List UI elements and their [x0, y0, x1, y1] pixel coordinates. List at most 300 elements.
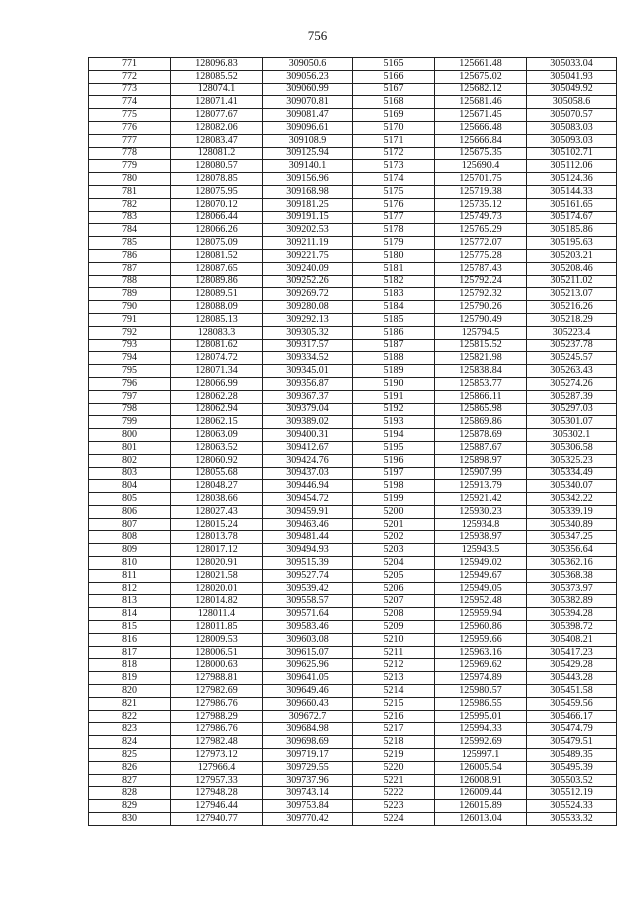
- table-row: [89, 198, 617, 211]
- x-coordinate-right: 126005.54: [435, 761, 527, 774]
- x-coordinate-left: 128011.85: [171, 621, 263, 634]
- point-number-left: 779: [89, 160, 171, 173]
- point-number-right: 5184: [353, 301, 435, 314]
- x-coordinate-right: 125997.1: [435, 749, 527, 762]
- point-number-right: 5171: [353, 134, 435, 147]
- point-number-right: 5195: [353, 441, 435, 454]
- x-coordinate-left: 128000.63: [171, 659, 263, 672]
- table-row: [89, 288, 617, 301]
- point-number-right: 5194: [353, 429, 435, 442]
- point-number-right: 5187: [353, 339, 435, 352]
- point-number-right: 5218: [353, 736, 435, 749]
- coordinate-table-body: [89, 58, 617, 826]
- x-coordinate-left: 127982.69: [171, 685, 263, 698]
- y-coordinate-left: 309345.01: [263, 365, 353, 378]
- y-coordinate-left: 309446.94: [263, 480, 353, 493]
- y-coordinate-left: 309737.96: [263, 774, 353, 787]
- y-coordinate-right: 305373.97: [527, 582, 617, 595]
- x-coordinate-right: 125666.48: [435, 121, 527, 134]
- coordinate-table: [88, 57, 617, 826]
- x-coordinate-right: 125994.33: [435, 723, 527, 736]
- y-coordinate-right: 305489.35: [527, 749, 617, 762]
- point-number-left: 828: [89, 787, 171, 800]
- table-row: [89, 313, 617, 326]
- y-coordinate-right: 305301.07: [527, 416, 617, 429]
- x-coordinate-right: 125992.69: [435, 736, 527, 749]
- point-number-left: 812: [89, 582, 171, 595]
- x-coordinate-left: 128021.58: [171, 569, 263, 582]
- y-coordinate-right: 305347.25: [527, 531, 617, 544]
- x-coordinate-right: 125682.12: [435, 83, 527, 96]
- x-coordinate-left: 127966.4: [171, 761, 263, 774]
- y-coordinate-left: 309181.25: [263, 198, 353, 211]
- x-coordinate-right: 125980.57: [435, 685, 527, 698]
- table-row: [89, 633, 617, 646]
- x-coordinate-right: 125794.5: [435, 326, 527, 339]
- table-row: [89, 659, 617, 672]
- x-coordinate-right: 125938.97: [435, 531, 527, 544]
- point-number-right: 5172: [353, 147, 435, 160]
- x-coordinate-left: 127988.81: [171, 672, 263, 685]
- point-number-left: 818: [89, 659, 171, 672]
- x-coordinate-right: 125959.66: [435, 633, 527, 646]
- x-coordinate-right: 125772.07: [435, 237, 527, 250]
- point-number-left: 794: [89, 352, 171, 365]
- y-coordinate-left: 309379.04: [263, 403, 353, 416]
- x-coordinate-right: 125865.98: [435, 403, 527, 416]
- table-row: [89, 505, 617, 518]
- point-number-left: 805: [89, 493, 171, 506]
- point-number-right: 5206: [353, 582, 435, 595]
- x-coordinate-left: 128062.28: [171, 390, 263, 403]
- y-coordinate-right: 305356.64: [527, 544, 617, 557]
- point-number-right: 5203: [353, 544, 435, 557]
- point-number-right: 5220: [353, 761, 435, 774]
- point-number-left: 808: [89, 531, 171, 544]
- table-row: [89, 544, 617, 557]
- x-coordinate-left: 128089.51: [171, 288, 263, 301]
- table-row: [89, 365, 617, 378]
- point-number-left: 826: [89, 761, 171, 774]
- x-coordinate-left: 127948.28: [171, 787, 263, 800]
- y-coordinate-right: 305533.32: [527, 813, 617, 826]
- y-coordinate-left: 309108.9: [263, 134, 353, 147]
- table-row: [89, 211, 617, 224]
- y-coordinate-right: 305124.36: [527, 173, 617, 186]
- point-number-right: 5166: [353, 70, 435, 83]
- x-coordinate-right: 125934.8: [435, 518, 527, 531]
- x-coordinate-right: 125765.29: [435, 224, 527, 237]
- x-coordinate-left: 128066.44: [171, 211, 263, 224]
- table-row: [89, 557, 617, 570]
- point-number-left: 778: [89, 147, 171, 160]
- y-coordinate-left: 309280.08: [263, 301, 353, 314]
- x-coordinate-left: 128063.52: [171, 441, 263, 454]
- x-coordinate-right: 125960.86: [435, 621, 527, 634]
- point-number-left: 803: [89, 467, 171, 480]
- point-number-left: 800: [89, 429, 171, 442]
- point-number-right: 5185: [353, 313, 435, 326]
- point-number-left: 790: [89, 301, 171, 314]
- y-coordinate-left: 309400.31: [263, 429, 353, 442]
- x-coordinate-right: 125995.01: [435, 710, 527, 723]
- x-coordinate-left: 128027.43: [171, 505, 263, 518]
- point-number-right: 5223: [353, 800, 435, 813]
- table-row: [89, 749, 617, 762]
- y-coordinate-right: 305394.28: [527, 608, 617, 621]
- y-coordinate-left: 309269.72: [263, 288, 353, 301]
- x-coordinate-left: 128081.52: [171, 249, 263, 262]
- point-number-left: 780: [89, 173, 171, 186]
- y-coordinate-left: 309615.07: [263, 646, 353, 659]
- x-coordinate-right: 125681.46: [435, 96, 527, 109]
- y-coordinate-left: 309603.08: [263, 633, 353, 646]
- x-coordinate-right: 125907.99: [435, 467, 527, 480]
- x-coordinate-left: 128071.34: [171, 365, 263, 378]
- point-number-left: 830: [89, 813, 171, 826]
- point-number-right: 5182: [353, 275, 435, 288]
- x-coordinate-right: 125853.77: [435, 377, 527, 390]
- table-row: [89, 237, 617, 250]
- point-number-left: 771: [89, 58, 171, 71]
- y-coordinate-left: 309334.52: [263, 352, 353, 365]
- table-row: [89, 403, 617, 416]
- y-coordinate-right: 305161.65: [527, 198, 617, 211]
- y-coordinate-left: 309389.02: [263, 416, 353, 429]
- y-coordinate-right: 305340.89: [527, 518, 617, 531]
- x-coordinate-left: 128096.83: [171, 58, 263, 71]
- point-number-left: 802: [89, 454, 171, 467]
- y-coordinate-right: 305033.04: [527, 58, 617, 71]
- y-coordinate-left: 309571.64: [263, 608, 353, 621]
- y-coordinate-left: 309463.46: [263, 518, 353, 531]
- x-coordinate-right: 125930.23: [435, 505, 527, 518]
- table-row: [89, 621, 617, 634]
- point-number-left: 819: [89, 672, 171, 685]
- y-coordinate-right: 305382.89: [527, 595, 617, 608]
- point-number-right: 5174: [353, 173, 435, 186]
- x-coordinate-right: 125898.97: [435, 454, 527, 467]
- x-coordinate-right: 125671.45: [435, 109, 527, 122]
- x-coordinate-left: 128066.99: [171, 377, 263, 390]
- table-row: [89, 147, 617, 160]
- y-coordinate-right: 305102.71: [527, 147, 617, 160]
- point-number-right: 5214: [353, 685, 435, 698]
- y-coordinate-right: 305070.57: [527, 109, 617, 122]
- y-coordinate-left: 309191.15: [263, 211, 353, 224]
- table-row: [89, 70, 617, 83]
- y-coordinate-right: 305287.39: [527, 390, 617, 403]
- point-number-left: 804: [89, 480, 171, 493]
- y-coordinate-right: 305195.63: [527, 237, 617, 250]
- point-number-left: 817: [89, 646, 171, 659]
- point-number-left: 821: [89, 697, 171, 710]
- x-coordinate-right: 125866.11: [435, 390, 527, 403]
- x-coordinate-left: 128055.68: [171, 467, 263, 480]
- x-coordinate-right: 126009.44: [435, 787, 527, 800]
- y-coordinate-left: 309356.87: [263, 377, 353, 390]
- point-number-right: 5211: [353, 646, 435, 659]
- y-coordinate-left: 309050.6: [263, 58, 353, 71]
- table-row: [89, 96, 617, 109]
- page-number: 756: [307, 28, 328, 43]
- point-number-left: 824: [89, 736, 171, 749]
- y-coordinate-left: 309684.98: [263, 723, 353, 736]
- y-coordinate-right: 305451.58: [527, 685, 617, 698]
- point-number-right: 5221: [353, 774, 435, 787]
- x-coordinate-right: 125675.02: [435, 70, 527, 83]
- y-coordinate-left: 309211.19: [263, 237, 353, 250]
- y-coordinate-right: 305174.67: [527, 211, 617, 224]
- y-coordinate-right: 305223.4: [527, 326, 617, 339]
- y-coordinate-left: 309252.26: [263, 275, 353, 288]
- y-coordinate-right: 305408.21: [527, 633, 617, 646]
- y-coordinate-left: 309719.17: [263, 749, 353, 762]
- x-coordinate-left: 127986.76: [171, 697, 263, 710]
- point-number-left: 777: [89, 134, 171, 147]
- point-number-left: 789: [89, 288, 171, 301]
- table-row: [89, 275, 617, 288]
- y-coordinate-right: 305524.33: [527, 800, 617, 813]
- point-number-left: 775: [89, 109, 171, 122]
- x-coordinate-right: 125974.89: [435, 672, 527, 685]
- point-number-left: 801: [89, 441, 171, 454]
- y-coordinate-left: 309317.57: [263, 339, 353, 352]
- point-number-right: 5190: [353, 377, 435, 390]
- x-coordinate-right: 125790.26: [435, 301, 527, 314]
- y-coordinate-left: 309168.98: [263, 185, 353, 198]
- table-row: [89, 518, 617, 531]
- y-coordinate-right: 305342.22: [527, 493, 617, 506]
- y-coordinate-left: 309641.05: [263, 672, 353, 685]
- y-coordinate-right: 305218.29: [527, 313, 617, 326]
- table-row: [89, 761, 617, 774]
- x-coordinate-left: 127986.76: [171, 723, 263, 736]
- point-number-right: 5176: [353, 198, 435, 211]
- x-coordinate-left: 128063.09: [171, 429, 263, 442]
- point-number-left: 815: [89, 621, 171, 634]
- table-row: [89, 736, 617, 749]
- x-coordinate-right: 125943.5: [435, 544, 527, 557]
- point-number-left: 825: [89, 749, 171, 762]
- table-row: [89, 429, 617, 442]
- y-coordinate-left: 309202.53: [263, 224, 353, 237]
- point-number-right: 5169: [353, 109, 435, 122]
- y-coordinate-right: 305093.03: [527, 134, 617, 147]
- x-coordinate-left: 128060.92: [171, 454, 263, 467]
- point-number-right: 5181: [353, 262, 435, 275]
- table-row: [89, 83, 617, 96]
- y-coordinate-right: 305058.6: [527, 96, 617, 109]
- point-number-right: 5207: [353, 595, 435, 608]
- x-coordinate-left: 128088.09: [171, 301, 263, 314]
- x-coordinate-right: 125887.67: [435, 441, 527, 454]
- point-number-left: 829: [89, 800, 171, 813]
- point-number-right: 5212: [353, 659, 435, 672]
- point-number-right: 5173: [353, 160, 435, 173]
- x-coordinate-left: 128085.13: [171, 313, 263, 326]
- x-coordinate-left: 128081.62: [171, 339, 263, 352]
- y-coordinate-right: 305302.1: [527, 429, 617, 442]
- point-number-right: 5196: [353, 454, 435, 467]
- y-coordinate-left: 309437.03: [263, 467, 353, 480]
- x-coordinate-left: 127982.48: [171, 736, 263, 749]
- table-row: [89, 390, 617, 403]
- x-coordinate-left: 128071.41: [171, 96, 263, 109]
- y-coordinate-left: 309156.96: [263, 173, 353, 186]
- x-coordinate-right: 125963.16: [435, 646, 527, 659]
- y-coordinate-left: 309081.47: [263, 109, 353, 122]
- y-coordinate-right: 305512.19: [527, 787, 617, 800]
- table-row: [89, 185, 617, 198]
- x-coordinate-right: 125790.49: [435, 313, 527, 326]
- table-row: [89, 800, 617, 813]
- y-coordinate-right: 305211.02: [527, 275, 617, 288]
- x-coordinate-left: 128075.09: [171, 237, 263, 250]
- x-coordinate-right: 125690.4: [435, 160, 527, 173]
- y-coordinate-right: 305237.78: [527, 339, 617, 352]
- point-number-right: 5210: [353, 633, 435, 646]
- x-coordinate-right: 125735.12: [435, 198, 527, 211]
- x-coordinate-right: 125949.05: [435, 582, 527, 595]
- y-coordinate-left: 309527.74: [263, 569, 353, 582]
- x-coordinate-left: 128013.78: [171, 531, 263, 544]
- y-coordinate-right: 305466.17: [527, 710, 617, 723]
- table-row: [89, 352, 617, 365]
- point-number-right: 5191: [353, 390, 435, 403]
- point-number-left: 796: [89, 377, 171, 390]
- point-number-left: 811: [89, 569, 171, 582]
- point-number-left: 788: [89, 275, 171, 288]
- table-row: [89, 134, 617, 147]
- x-coordinate-left: 128014.82: [171, 595, 263, 608]
- point-number-left: 827: [89, 774, 171, 787]
- y-coordinate-right: 305144.33: [527, 185, 617, 198]
- table-row: [89, 441, 617, 454]
- point-number-right: 5177: [353, 211, 435, 224]
- table-row: [89, 787, 617, 800]
- x-coordinate-right: 125749.73: [435, 211, 527, 224]
- y-coordinate-left: 309649.46: [263, 685, 353, 698]
- y-coordinate-right: 305083.03: [527, 121, 617, 134]
- point-number-right: 5224: [353, 813, 435, 826]
- x-coordinate-left: 128075.95: [171, 185, 263, 198]
- y-coordinate-left: 309070.81: [263, 96, 353, 109]
- point-number-left: 792: [89, 326, 171, 339]
- table-row: [89, 493, 617, 506]
- x-coordinate-left: 128006.51: [171, 646, 263, 659]
- y-coordinate-left: 309481.44: [263, 531, 353, 544]
- y-coordinate-right: 305362.16: [527, 557, 617, 570]
- point-number-right: 5167: [353, 83, 435, 96]
- point-number-left: 813: [89, 595, 171, 608]
- y-coordinate-left: 309424.76: [263, 454, 353, 467]
- x-coordinate-left: 128020.01: [171, 582, 263, 595]
- point-number-left: 784: [89, 224, 171, 237]
- point-number-left: 814: [89, 608, 171, 621]
- y-coordinate-right: 305429.28: [527, 659, 617, 672]
- y-coordinate-right: 305459.56: [527, 697, 617, 710]
- point-number-right: 5197: [353, 467, 435, 480]
- point-number-left: 787: [89, 262, 171, 275]
- table-row: [89, 569, 617, 582]
- y-coordinate-left: 309660.43: [263, 697, 353, 710]
- x-coordinate-right: 125949.02: [435, 557, 527, 570]
- point-number-left: 774: [89, 96, 171, 109]
- table-row: [89, 813, 617, 826]
- x-coordinate-left: 127973.12: [171, 749, 263, 762]
- point-number-right: 5189: [353, 365, 435, 378]
- point-number-right: 5188: [353, 352, 435, 365]
- x-coordinate-left: 128074.72: [171, 352, 263, 365]
- point-number-left: 791: [89, 313, 171, 326]
- y-coordinate-right: 305263.43: [527, 365, 617, 378]
- y-coordinate-left: 309698.69: [263, 736, 353, 749]
- x-coordinate-left: 128074.1: [171, 83, 263, 96]
- point-number-right: 5168: [353, 96, 435, 109]
- point-number-right: 5179: [353, 237, 435, 250]
- y-coordinate-left: 309539.42: [263, 582, 353, 595]
- y-coordinate-left: 309558.57: [263, 595, 353, 608]
- y-coordinate-right: 305368.38: [527, 569, 617, 582]
- y-coordinate-right: 305339.19: [527, 505, 617, 518]
- table-row: [89, 377, 617, 390]
- table-row: [89, 326, 617, 339]
- x-coordinate-left: 128089.86: [171, 275, 263, 288]
- point-number-left: 793: [89, 339, 171, 352]
- table-row: [89, 173, 617, 186]
- point-number-left: 809: [89, 544, 171, 557]
- x-coordinate-right: 125869.86: [435, 416, 527, 429]
- point-number-right: 5208: [353, 608, 435, 621]
- point-number-right: 5201: [353, 518, 435, 531]
- y-coordinate-left: 309515.39: [263, 557, 353, 570]
- table-row: [89, 454, 617, 467]
- y-coordinate-left: 309454.72: [263, 493, 353, 506]
- point-number-right: 5204: [353, 557, 435, 570]
- y-coordinate-left: 309056.23: [263, 70, 353, 83]
- x-coordinate-left: 128066.26: [171, 224, 263, 237]
- point-number-left: 822: [89, 710, 171, 723]
- table-row: [89, 121, 617, 134]
- y-coordinate-right: 305443.28: [527, 672, 617, 685]
- point-number-right: 5183: [353, 288, 435, 301]
- point-number-left: 823: [89, 723, 171, 736]
- x-coordinate-left: 128087.65: [171, 262, 263, 275]
- point-number-left: 776: [89, 121, 171, 134]
- table-row: [89, 301, 617, 314]
- y-coordinate-left: 309743.14: [263, 787, 353, 800]
- table-row: [89, 416, 617, 429]
- y-coordinate-left: 309753.84: [263, 800, 353, 813]
- x-coordinate-right: 125959.94: [435, 608, 527, 621]
- x-coordinate-left: 128070.12: [171, 198, 263, 211]
- point-number-right: 5215: [353, 697, 435, 710]
- point-number-right: 5205: [353, 569, 435, 582]
- table-row: [89, 480, 617, 493]
- x-coordinate-right: 125666.84: [435, 134, 527, 147]
- x-coordinate-right: 125878.69: [435, 429, 527, 442]
- point-number-left: 783: [89, 211, 171, 224]
- y-coordinate-left: 309367.37: [263, 390, 353, 403]
- x-coordinate-right: 125675.35: [435, 147, 527, 160]
- y-coordinate-right: 305213.07: [527, 288, 617, 301]
- x-coordinate-right: 125719.38: [435, 185, 527, 198]
- point-number-right: 5216: [353, 710, 435, 723]
- table-row: [89, 723, 617, 736]
- y-coordinate-right: 305325.23: [527, 454, 617, 467]
- point-number-left: 807: [89, 518, 171, 531]
